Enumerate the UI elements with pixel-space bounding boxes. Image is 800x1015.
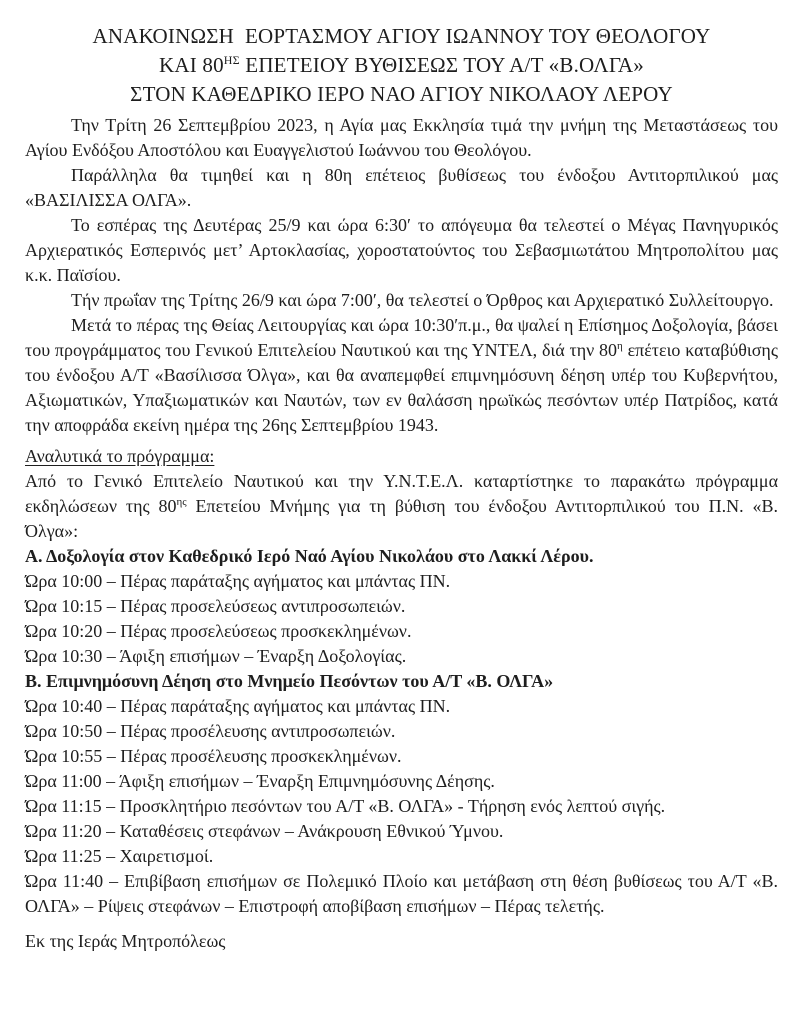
signature-line: Εκ της Ιεράς Μητροπόλεως [25, 931, 226, 951]
schedule-b-item-1: Ώρα 10:40 – Πέρας παράταξης αγήματος και μπάντας ΠΝ. [25, 696, 451, 716]
title-line-2 [25, 51, 778, 80]
anniversary-superscript: η [617, 340, 623, 352]
document-body [25, 113, 778, 954]
section-b-heading: Β. Επιμνημόσυνη Δέηση στο Μνημείο Πεσόντων του Α/Τ «Β. ΟΛΓΑ» [25, 671, 554, 691]
program-lead-pre: Από το Γενικό Επιτελείο Ναυτικού και την Υ.Ν.Τ.Ε.Λ. καταρτίστηκε το παρακάτω πρόγραμμα εκδηλώσεων της 80 [25, 471, 778, 516]
title-line-1: ΑΝΑΚΟΙΝΩΣΗ ΕΟΡΤΑΣΜΟΥ ΑΓΙΟΥ ΙΩΑΝΝΟΥ ΤΟΥ ΘΕΟΛΟΓΟΥ [92, 24, 711, 48]
doxology-paragraph-pre: Μετά το πέρας της Θείας Λειτουργίας και ώρα 10:30′π.μ., θα ψαλεί η Επίσημος Δοξολογία, βάσει του προγράμματος του Γενικού Επιτελείου Ναυτικού και της ΥΝΤΕΛ, διά την 80 [25, 315, 778, 360]
schedule-a-item-4: Ώρα 10:30 – Άφιξη επισήμων – Έναρξη Δοξολογίας. [25, 646, 407, 666]
section-a-heading: Α. Δοξολογία στον Καθεδρικό Ιερό Ναό Αγίου Νικολάου στο Λακκί Λέρου. [25, 546, 594, 566]
schedule-b-item-3: Ώρα 10:55 – Πέρας προσέλευσης προσκεκλημένων. [25, 746, 402, 766]
title-line-2-pre: ΚΑΙ 80 [159, 53, 224, 77]
title-line-3: ΣΤΟΝ ΚΑΘΕΔΡΙΚΟ ΙΕΡΟ ΝΑΟ ΑΓΙΟΥ ΝΙΚΟΛΑΟΥ ΛΕΡΟΥ [130, 82, 673, 106]
intro-paragraph-2: Παράλληλα θα τιμηθεί και η 80η επέτειος βυθίσεως του ένδοξου Αντιτορπιλικού μας «ΒΑΣΙΛΙΣΣΑ ΟΛΓΑ». [25, 165, 778, 210]
document-title [25, 22, 778, 109]
title-line-2-post: ΕΠΕΤΕΙΟΥ ΒΥΘΙΣΕΩΣ ΤΟΥ Α/Τ «Β.ΟΛΓΑ» [239, 53, 644, 77]
schedule-b-item-4: Ώρα 11:00 – Άφιξη επισήμων – Έναρξη Επιμνημόσυνης Δέησης. [25, 771, 495, 791]
schedule-b-item-5: Ώρα 11:15 – Προσκλητήριο πεσόντων του Α/Τ «Β. ΟΛΓΑ» - Τήρηση ενός λεπτού σιγής. [25, 796, 666, 816]
vespers-paragraph: Το εσπέρας της Δευτέρας 25/9 και ώρα 6:30′ το απόγευμα θα τελεστεί ο Μέγας Πανηγυρικός Αρχιερατικός Εσπερινός μετ’ Αρτοκλασίας, χοροστατούντος του Σεβασμιωτάτου Μητροπολίτου μας κ.κ. Παϊσίου. [25, 215, 778, 285]
schedule-a-item-3: Ώρα 10:20 – Πέρας προσελεύσεως προσκεκλημένων. [25, 621, 412, 641]
schedule-a-item-2: Ώρα 10:15 – Πέρας προσελεύσεως αντιπροσωπειών. [25, 596, 406, 616]
schedule-b-item-2: Ώρα 10:50 – Πέρας προσέλευσης αντιπροσωπειών. [25, 721, 396, 741]
schedule-b-item-8: Ώρα 11:40 – Επιβίβαση επισήμων σε Πολεμικό Πλοίο και μετάβαση στη θέση βυθίσεως του Α/Τ «Β. ΟΛΓΑ» – Ρίψεις στεφάνων – Επιστροφή αποβίβαση επισήμων – Πέρας τελετής. [25, 871, 778, 916]
program-ordinal-superscript: ης [176, 496, 187, 508]
matins-paragraph: Τήν πρωΐαν της Τρίτης 26/9 και ώρα 7:00′, θα τελεστεί ο Όρθρος και Αρχιερατικό Συλλείτουργο. [71, 290, 774, 310]
doxology-paragraph [25, 313, 778, 438]
title-ordinal-superscript: ΗΣ [223, 53, 240, 67]
schedule-b-item-7: Ώρα 11:25 – Χαιρετισμοί. [25, 846, 214, 866]
schedule-b-item-6: Ώρα 11:20 – Καταθέσεις στεφάνων – Ανάκρουση Εθνικού Ύμνου. [25, 821, 504, 841]
intro-paragraph-1: Την Τρίτη 26 Σεπτεμβρίου 2023, η Αγία μας Εκκλησία τιμά την μνήμη της Μεταστάσεως του Αγίου Ενδόξου Αποστόλου και Ευαγγελιστού Ιωάννου του Θεολόγου. [25, 115, 778, 160]
schedule-a-item-1: Ώρα 10:00 – Πέρας παράταξης αγήματος και μπάντας ΠΝ. [25, 571, 451, 591]
program-lead-post: Επετείου Μνήμης για τη βύθιση του ένδοξου Αντιτορπιλικού του Π.Ν. «Β. Όλγα»: [25, 496, 778, 541]
program-lead-paragraph [25, 469, 778, 544]
program-heading: Αναλυτικά το πρόγραμμα: [25, 446, 215, 466]
doxology-paragraph-post: επέτειο καταβύθισης του ένδοξου Α/Τ «Βασίλισσα Όλγα», και θα αναπεμφθεί επιμνημόσυνη δέηση υπέρ του Κυβερνήτου, Αξιωματικών, Υπαξιωματικών και Ναυτών, των εν θαλάσση ηρωϊκώς πεσόντων υπέρ Πατρίδος, κατά την αποφράδα εκείνη ημέρα της 26ης Σεπτεμβρίου 1943. [25, 340, 778, 435]
